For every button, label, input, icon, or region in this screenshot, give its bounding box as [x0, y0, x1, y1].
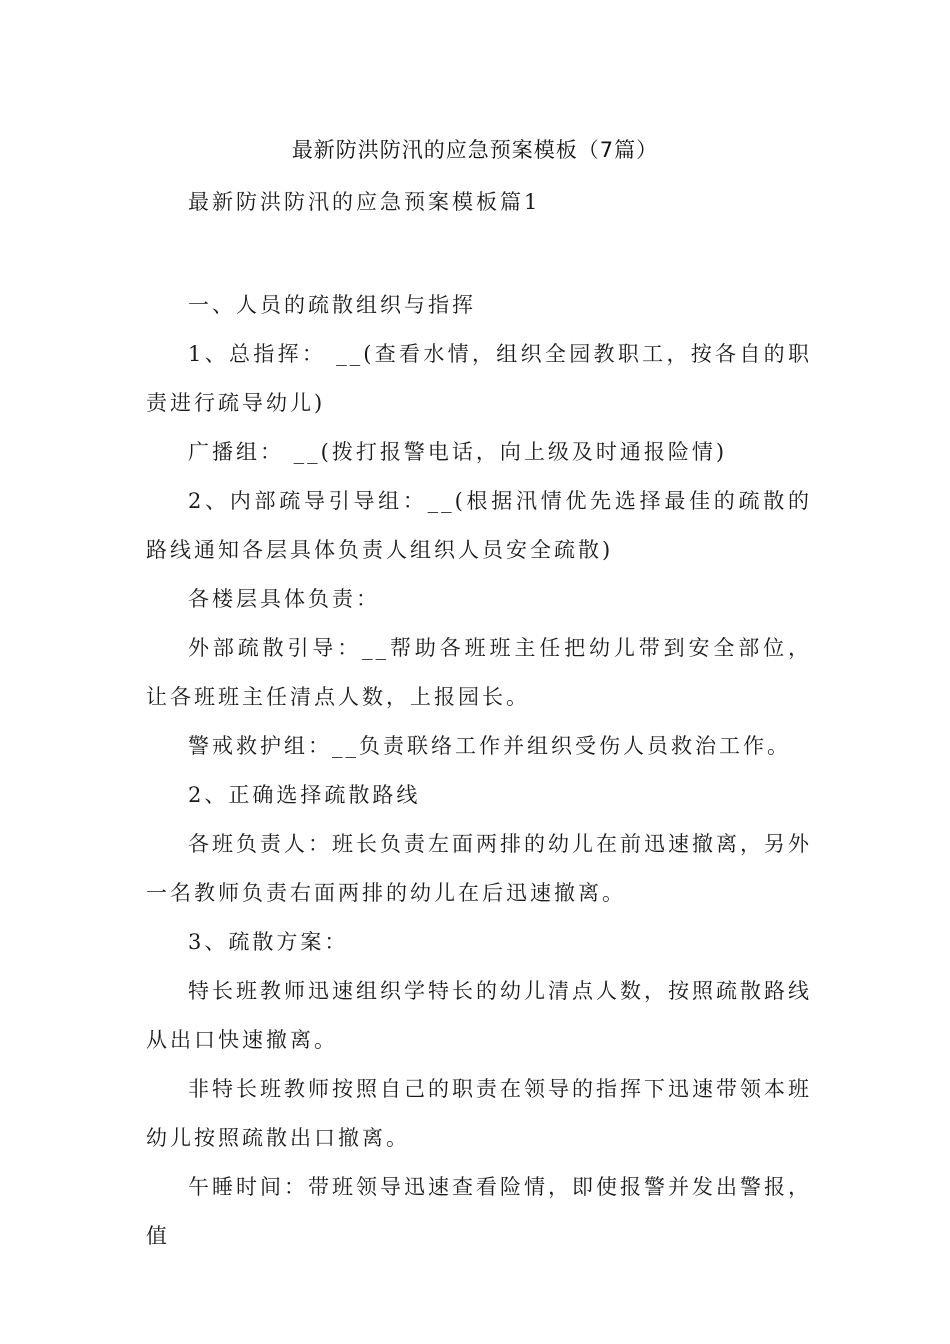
paragraph: 各班负责人：班长负责左面两排的幼儿在前迅速撤离，另外一名教师负责右面两排的幼儿在后迅速撤离。 [146, 832, 812, 905]
document-title: 最新防洪防汛的应急预案模板（7篇） [291, 138, 659, 162]
paragraph: 1、总指挥： __(查看水情，组织全园教职工，按各自的职责进行疏导幼儿) [146, 342, 812, 415]
paragraph: 各楼层具体负责： [188, 587, 380, 611]
paragraph: 外部疏散引导：__帮助各班班主任把幼儿带到安全部位，让各班班主任清点人数，上报园长。 [146, 636, 812, 709]
paragraph: 警戒救护组：__负责联络工作并组织受伤人员救治工作。 [188, 734, 791, 758]
paragraph: 2、正确选择疏散路线 [188, 783, 421, 807]
paragraph: 午睡时间：带班领导迅速查看险情，即使报警并发出警报，值 [146, 1175, 812, 1248]
paragraph: 广播组： __(拨打报警电话，向上级及时通报险情) [188, 440, 728, 464]
section-heading: 最新防洪防汛的应急预案模板篇1 [188, 190, 541, 214]
paragraph: 特长班教师迅速组织学特长的幼儿清点人数，按照疏散路线从出口快速撤离。 [146, 979, 812, 1052]
paragraph: 非特长班教师按照自己的职责在领导的指挥下迅速带领本班幼儿按照疏散出口撤离。 [146, 1077, 812, 1150]
document-body [146, 178, 812, 1261]
paragraph: 3、疏散方案： [188, 930, 349, 954]
paragraph: 一、人员的疏散组织与指挥 [188, 293, 476, 317]
paragraph: 2、内部疏导引导组：__(根据汛情优先选择最佳的疏散的路线通知各层具体负责人组织人员安全疏散) [146, 489, 812, 562]
